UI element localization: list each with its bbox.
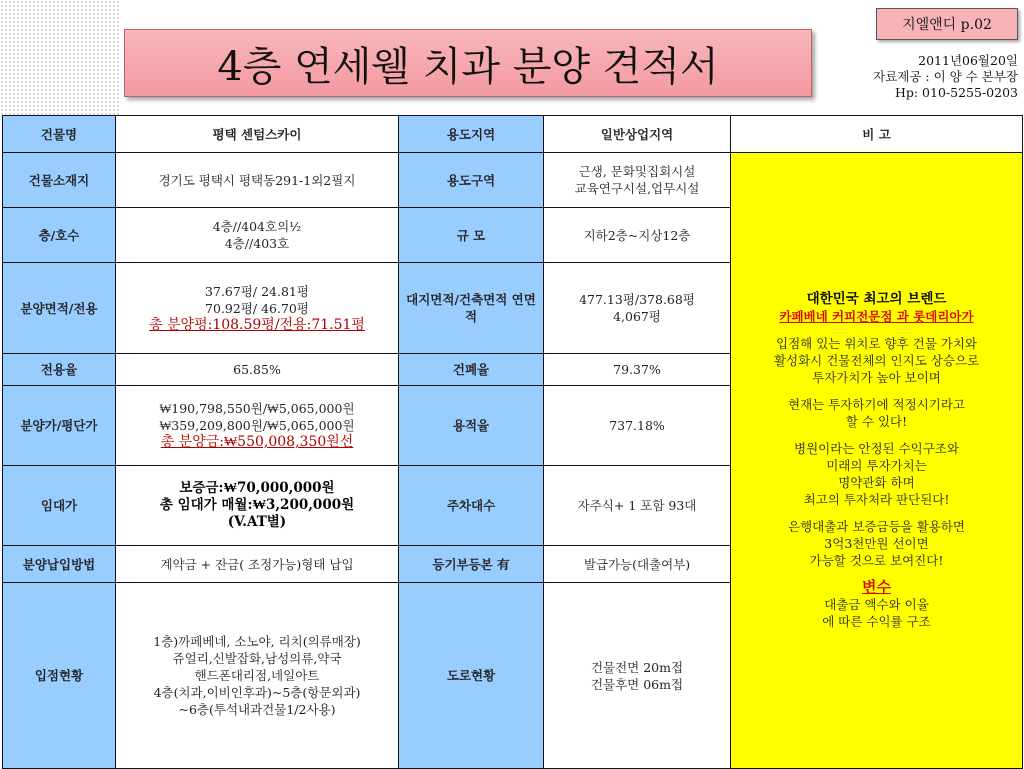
info-phone: Hp: 010-5255-0203	[894, 85, 1018, 100]
value-line: 70.92평/ 46.70평	[205, 300, 309, 316]
remarks-line: 현재는 투자하기에 적정시기라고	[788, 397, 965, 412]
row-label: 용도구역	[399, 153, 544, 208]
row-value: 65.85%	[116, 354, 399, 386]
info-provider: 자료제공 : 이 양 수 본부장	[873, 69, 1018, 84]
row-value: 79.37%	[544, 354, 731, 386]
value-line: 4층//404호의½	[212, 219, 302, 234]
value-line: 4층//403호	[224, 236, 290, 251]
row-value: 일반상업지역	[544, 116, 731, 153]
row-label: 규 모	[399, 208, 544, 263]
value-line: ~6층(투석내과건물1/2사용)	[178, 702, 336, 717]
remarks-line: 명약관화 하며	[838, 475, 915, 490]
row-label: 전용율	[3, 354, 116, 386]
total-price: 총 분양금:₩550,008,350원선	[160, 434, 354, 450]
row-value	[116, 466, 399, 546]
value-line: (V.AT별)	[227, 514, 287, 530]
remarks-header: 비 고	[731, 116, 1023, 153]
value-line: 1층)까페베네, 소노야, 리치(의류매장)	[153, 634, 361, 649]
remarks-heading: 대한민국 최고의 브렌드	[806, 291, 947, 307]
row-value: 경기도 평택시 평택동291-1외2필지	[116, 153, 399, 208]
row-value: 지하2층~지상12층	[544, 208, 731, 263]
row-label: 주차대수	[399, 466, 544, 546]
row-label: 임대가	[3, 466, 116, 546]
value-line: 477.13평/378.68평	[579, 292, 695, 307]
value-line: ₩359,209,800원/₩5,065,000원	[159, 418, 355, 433]
remarks-line: 병원이라는 안정된 수익구조와	[794, 441, 959, 456]
row-label: 입점현황	[3, 583, 116, 769]
row-label: 층/호수	[3, 208, 116, 263]
remarks-cell	[731, 153, 1023, 769]
row-value	[116, 208, 399, 263]
remarks-line: 3억3천만원 선이면	[824, 536, 929, 551]
value-line: 교육연구시설,업무시설	[574, 181, 700, 196]
row-label: 분양납입방법	[3, 546, 116, 583]
info-date: 2011년06월20일	[918, 53, 1018, 68]
remarks-line: 은행대출과 보증금등을 활용하면	[788, 519, 965, 534]
value-line: 건물후면 06m접	[590, 676, 684, 692]
row-value: 자주식+ 1 포함 93대	[544, 466, 731, 546]
row-label: 용적율	[399, 386, 544, 466]
remarks-line: 활성화시 건물전체의 인지도 상승으로	[773, 353, 980, 368]
row-value	[116, 263, 399, 354]
value-line: ₩190,798,550원/₩5,065,000원	[159, 401, 355, 416]
value-line: 총 임대가 매월:₩3,200,000원	[159, 497, 355, 513]
background-pattern	[0, 0, 120, 115]
row-value: 737.18%	[544, 386, 731, 466]
row-label: 건폐율	[399, 354, 544, 386]
remarks-line: 대출금 액수와 이율	[824, 597, 929, 612]
estimate-table	[2, 115, 1023, 769]
value-line: 보증금:₩70,000,000원	[179, 480, 335, 496]
value-line: 쥬얼리,신발잡화,남성의류,약국	[172, 651, 342, 666]
row-value: 평택 센텀스카이	[116, 116, 399, 153]
row-value	[544, 153, 731, 208]
page-tag: 지엘앤디 p.02	[876, 8, 1018, 40]
table-row	[3, 116, 1023, 153]
remarks-line: 가능할 것으로 보여진다!	[809, 553, 944, 568]
page-title: 4층 연세웰 치과 분양 견적서	[124, 29, 812, 97]
value-line: 37.67평/ 24.81평	[205, 283, 309, 299]
row-value: 발급가능(대출여부)	[544, 546, 731, 583]
row-label: 건물명	[3, 116, 116, 153]
row-label: 대지면적/건축면적 연면적	[399, 263, 544, 354]
remarks-line: 미래의 투자가치는	[826, 458, 927, 473]
value-line: 핸드폰대리점,네일아트	[194, 668, 320, 683]
row-label: 등기부등본 有	[399, 546, 544, 583]
remarks-brands: 카페베네 커피전문점 과 롯데리아가	[779, 309, 974, 324]
table-row	[3, 153, 1023, 208]
row-value: 계약금 + 잔금( 조정가능)형태 납입	[116, 546, 399, 583]
total-area: 총 분양평:108.59평/전용:71.51평	[149, 316, 365, 333]
remarks-variable-title: 변수	[862, 578, 891, 596]
row-label: 용도지역	[399, 116, 544, 153]
row-value	[116, 583, 399, 769]
row-label: 건물소재지	[3, 153, 116, 208]
remarks-line: 입점해 있는 위치로 향후 건물 가치와	[776, 336, 977, 351]
row-label: 분양가/평단가	[3, 386, 116, 466]
info-block	[873, 53, 1018, 101]
remarks-line: 투자가치가 높아 보이며	[812, 370, 941, 385]
remarks-line: 에 따른 수익률 구조	[822, 614, 931, 629]
row-label: 도로현황	[399, 583, 544, 769]
value-line: 근생, 문화및집회시설	[578, 164, 696, 179]
value-line: 건물전면 20m접	[590, 659, 684, 675]
row-value	[544, 263, 731, 354]
remarks-line: 할 수 있다!	[845, 414, 908, 429]
remarks-line: 최고의 투자처라 판단된다!	[803, 492, 950, 507]
value-line: 4층(치과,이비인후과)~5층(항문외과)	[153, 685, 361, 700]
row-label: 분양면적/전용	[3, 263, 116, 354]
row-value	[544, 583, 731, 769]
row-value	[116, 386, 399, 466]
value-line: 4,067평	[613, 309, 661, 324]
